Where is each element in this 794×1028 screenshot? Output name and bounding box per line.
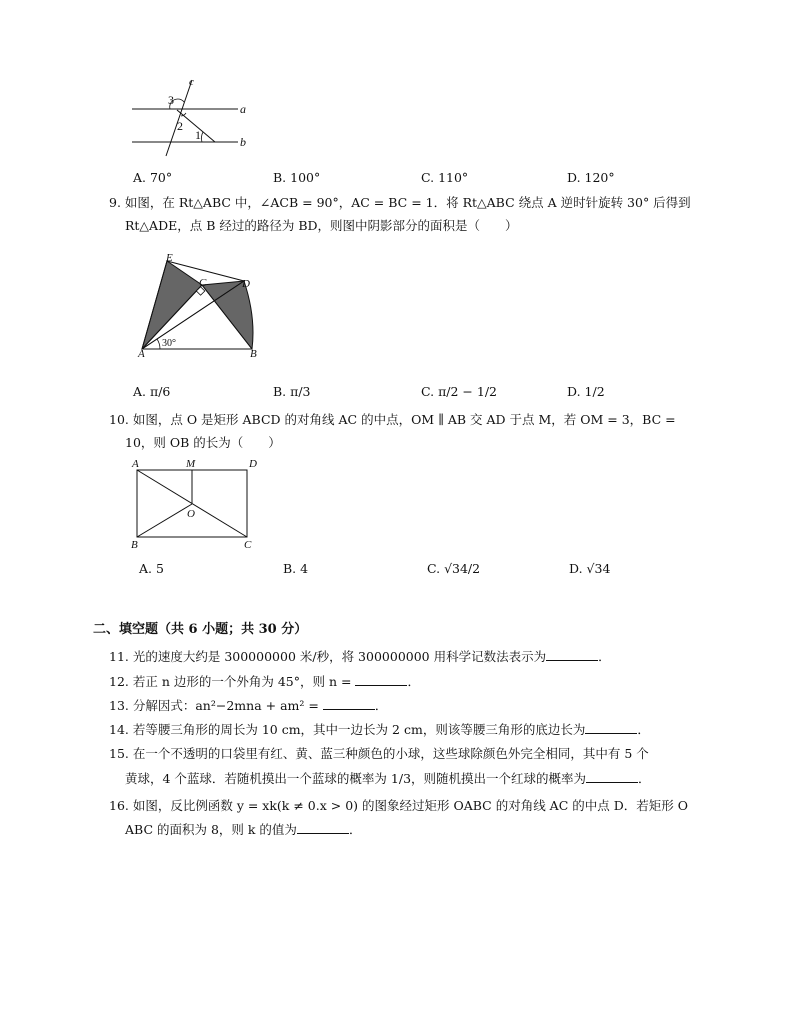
label-30: 30° [162,338,176,349]
q11-end: ． [598,649,611,664]
q12-blank[interactable] [355,673,407,686]
q11-text: 11. 光的速度大约是 300000000 米/秒，将 300000000 用科学记数法表示为 [109,649,547,664]
q9-stem-line1: 9. 如图，在 Rt△ABC 中，∠ACB = 90°，AC = BC = 1．将 Rt△ABC 绕点 A 逆时针旋转 30° 后得到 [109,195,691,210]
q15-end: ． [638,771,651,786]
q10-option-d: D. √34 [569,561,611,576]
label-a: A [132,458,139,470]
q8-option-b: B. 100° [273,170,321,185]
q10-option-c: C. √34/2 [427,561,481,576]
label-2: 2 [177,119,183,133]
q16-end: ． [348,822,362,837]
label-a: A [138,348,145,360]
q15-line1: 15. 在一个不透明的口袋里有红、黄、蓝三种颜色的小球，这些球除颜色外完全相同，其中有 5 个 [109,746,649,761]
label-b: B [250,348,257,360]
q16-blank[interactable] [297,821,349,834]
label-b: B [131,539,138,551]
q9-option-d: D. 1/2 [567,384,605,399]
label-1: 1 [195,128,201,142]
q9-figure [134,251,264,363]
q11-blank[interactable] [546,648,598,661]
q10-option-b: B. 4 [283,561,309,576]
line-c [166,80,192,156]
q13-text: 13. 分解因式：an²−2mna + am² = [109,698,319,713]
q8-option-c: C. 110° [421,170,469,185]
q8-option-a: A. 70° [133,170,173,185]
angle-1-arc [201,132,203,142]
label-o: O [187,508,195,520]
shaded-region-left [142,261,202,349]
label-b: b [240,135,246,149]
q9-stem-line2: Rt△ADE，点 B 经过的路径为 BD，则图中阴影部分的面积是（ ） [125,218,518,233]
q9-option-b: B. π/3 [273,384,311,399]
q14-blank[interactable] [585,721,637,734]
label-c: C [244,539,252,551]
label-d: D [249,458,257,470]
label-d: D [242,278,250,290]
q11 [109,648,611,666]
q14 [109,721,650,739]
q15-line2 [125,770,651,788]
q8-figure [120,72,260,158]
section-2-title: 二、填空题（共 6 小题；共 30 分） [93,622,308,637]
q16-line1: 16. 如图，反比例函数 y = xk(k ≠ 0.x > 0) 的图象经过矩形 OABC 的对角线 AC 的中点 D．若矩形 O [109,798,688,813]
q9-option-c: C. π/2 − 1/2 [421,384,497,399]
label-3: 3 [168,93,174,107]
q10-option-a: A. 5 [139,561,164,576]
shaded-region-right [202,281,253,349]
q15-line2-text: 黄球，4 个蓝球．若随机摸出一个蓝球的概率为 1/3，则随机摸出一个红球的概率为 [125,771,587,786]
label-m: M [186,458,196,470]
q16-line2 [125,821,361,839]
q13-blank[interactable] [323,697,375,710]
label-c: c [189,76,194,88]
q14-text: 14. 若等腰三角形的周长为 10 cm，其中一边长为 2 cm，则该等腰三角形的底边长为 [109,722,586,737]
q12 [109,673,420,691]
q13 [109,697,387,715]
label-e: E [166,252,173,264]
q8-option-d: D. 120° [567,170,615,185]
q10-stem-line2: 10，则 OB 的长为（ ） [125,435,281,450]
q15-blank[interactable] [586,770,638,783]
q10-figure [128,456,264,552]
q13-end: ． [374,698,388,713]
q14-end: ． [637,722,650,737]
label-c: C [199,277,207,289]
q16-line2-text: ABC 的面积为 8，则 k 的值为 [125,822,297,837]
angle-30-arc [157,339,160,349]
q10-stem-line1: 10. 如图，点 O 是矩形 ABCD 的对角线 AC 的中点，OM ∥ AB 交 AD 于点 M，若 OM = 3，BC = [109,412,676,427]
segment-ob [137,504,192,537]
q12-text: 12. 若正 n 边形的一个外角为 45°，则 n = [109,674,352,689]
q12-end: ． [407,674,420,689]
q9-option-a: A. π/6 [133,384,171,399]
label-a: a [240,102,246,116]
